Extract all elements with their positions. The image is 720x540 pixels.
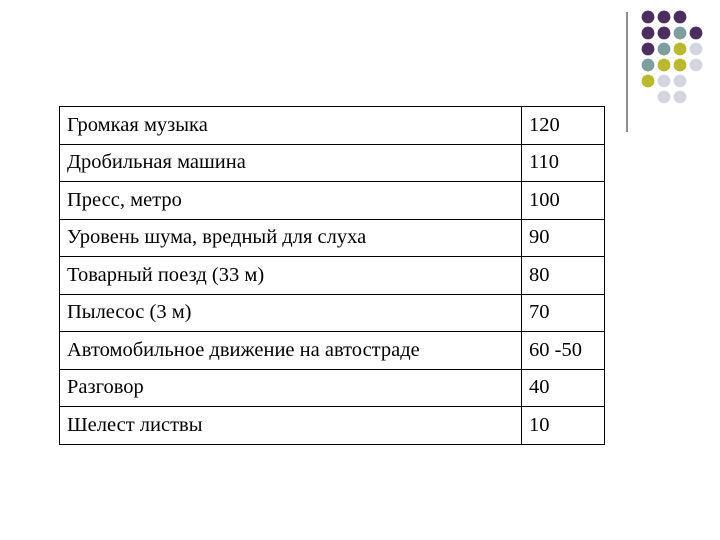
table-row <box>60 294 605 332</box>
table-row <box>60 257 605 295</box>
decorative-dot <box>642 11 655 24</box>
decorative-dot <box>642 59 655 72</box>
noise-level-cell: 120 <box>522 107 605 145</box>
table-row <box>60 107 605 145</box>
decorative-dot <box>674 75 687 88</box>
decorative-dot <box>658 75 671 88</box>
decorative-dot <box>674 91 687 104</box>
noise-source-cell: Товарный поезд (33 м) <box>60 257 522 295</box>
noise-source-cell: Пылесос (3 м) <box>60 294 522 332</box>
decorative-dot <box>690 27 703 40</box>
decorative-dot <box>658 27 671 40</box>
decorative-dot <box>674 43 687 56</box>
table-row <box>60 182 605 220</box>
table-row <box>60 407 605 445</box>
noise-level-cell: 40 <box>522 369 605 407</box>
decorative-dot <box>658 11 671 24</box>
table-row <box>60 332 605 370</box>
table-row <box>60 369 605 407</box>
noise-level-cell: 70 <box>522 294 605 332</box>
table-row <box>60 144 605 182</box>
noise-source-cell: Дробильная машина <box>60 144 522 182</box>
noise-level-cell: 100 <box>522 182 605 220</box>
noise-level-cell: 80 <box>522 257 605 295</box>
decorative-dot <box>642 75 655 88</box>
noise-source-cell: Разговор <box>60 369 522 407</box>
table-row <box>60 219 605 257</box>
noise-source-cell: Пресс, метро <box>60 182 522 220</box>
decorative-dot <box>690 43 703 56</box>
decorative-dot <box>642 27 655 40</box>
decorative-dot <box>674 59 687 72</box>
noise-source-cell: Уровень шума, вредный для слуха <box>60 219 522 257</box>
decorative-dot-grid <box>642 11 703 104</box>
noise-source-cell: Шелест листвы <box>60 407 522 445</box>
noise-level-cell: 90 <box>522 219 605 257</box>
decorative-dot <box>674 11 687 24</box>
decorative-dot <box>658 59 671 72</box>
decorative-dot <box>642 43 655 56</box>
decorative-dot <box>690 59 703 72</box>
noise-level-cell: 60 -50 <box>522 332 605 370</box>
decorative-dot <box>658 91 671 104</box>
decorative-dot <box>674 27 687 40</box>
noise-level-cell: 110 <box>522 144 605 182</box>
noise-level-table <box>59 106 605 445</box>
noise-source-cell: Автомобильное движение на автостраде <box>60 332 522 370</box>
decorative-dot <box>658 43 671 56</box>
noise-source-cell: Громкая музыка <box>60 107 522 145</box>
noise-level-cell: 10 <box>522 407 605 445</box>
